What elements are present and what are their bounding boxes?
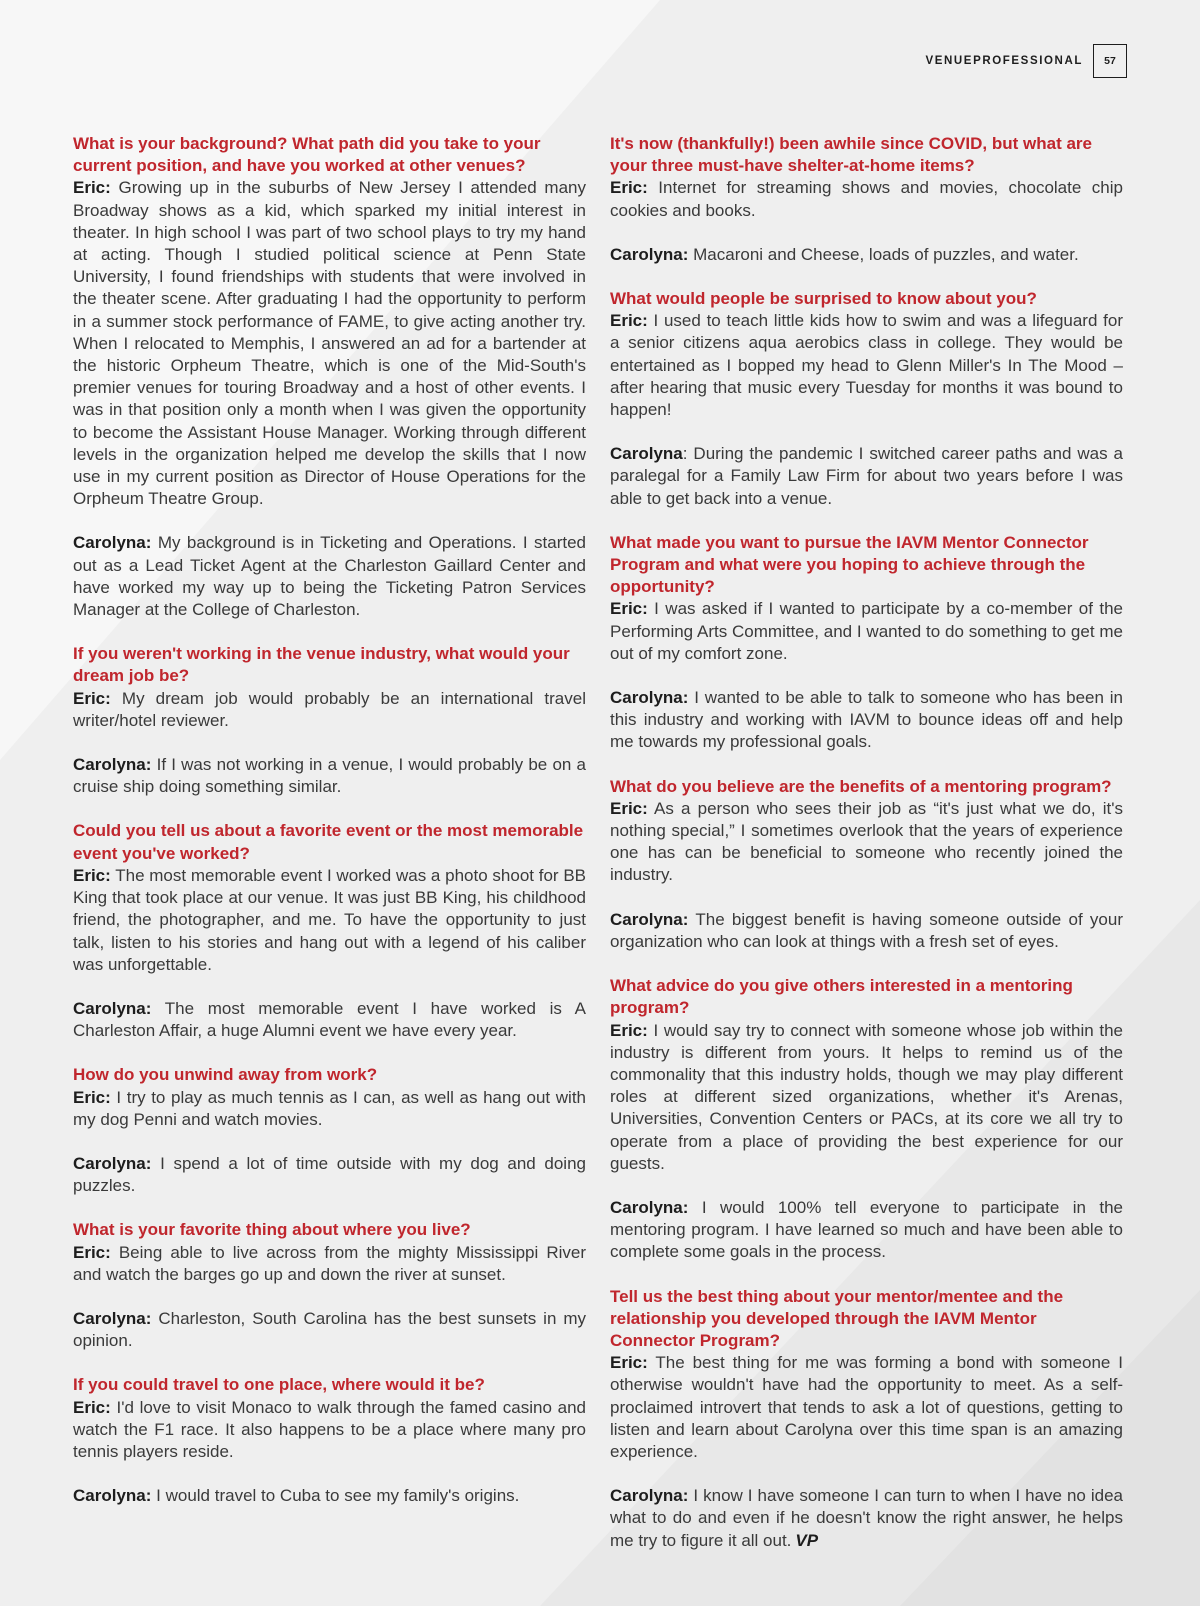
qa-block (73, 1064, 586, 1197)
question-heading: If you weren't working in the venue industry, what would your dream job be? (73, 644, 570, 686)
speaker-name: Eric: (610, 1020, 648, 1040)
question-heading: Tell us the best thing about your mentor/mentee and the relationship you developed through the IAVM Mentor Connector Program? (610, 1286, 1064, 1350)
speaker-name: Carolyna: (73, 998, 152, 1018)
question-heading: Could you tell us about a favorite event or the most memorable event you've worked? (73, 821, 584, 863)
speaker-name: Carolyna: (73, 1486, 152, 1506)
answer-text: I would 100% tell everyone to participate in the mentoring program. I have learned so much and have been able to complete some goals in the process. (610, 1197, 1123, 1262)
speaker-name: Eric: (73, 688, 111, 708)
speaker-name: Eric: (610, 311, 648, 331)
question-heading: What is your background? What path did you take to your current position, and have you worked at other venues? (73, 134, 541, 176)
answer-text: If I was not working in a venue, I would probably be on a cruise ship doing something similar. (73, 755, 586, 797)
answer-text: Charleston, South Carolina has the best sunsets in my opinion. (73, 1308, 586, 1351)
answer-text: Macaroni and Cheese, loads of puzzles, and water. (688, 244, 1079, 264)
answer-text: My background is in Ticketing and Operations. I started out as a Lead Ticket Agent at the Charleston Gaillard Center and have worked my way up to being the Ticketing Patron Services Manager at the College of Charleston. (73, 533, 586, 620)
answer-text: : During the pandemic I switched career paths and was a paralegal for a Family Law Firm for about two years before I was able to get back into a venue. (610, 444, 1123, 508)
answer-text: The most memorable event I have worked is A Charleston Affair, a huge Alumni event we have every year. (73, 998, 586, 1041)
answer-text: I wanted to be able to talk to someone who has been in this industry and working with IAVM to bounce ideas off and help me towards my professional goals. (610, 688, 1123, 752)
answer-paragraph (610, 1352, 1123, 1463)
answer-paragraph (73, 688, 586, 732)
question-heading: If you could travel to one place, where would it be? (73, 1375, 485, 1395)
vp-sign-off: VP (795, 1530, 819, 1550)
answer-paragraph (73, 865, 586, 976)
answer-text: The most memorable event I worked was a photo shoot for BB King that took place at our venue. It was just BB King, his childhood friend, the photographer, and me. To have the opportunity to just talk, listen to his stories and hang out with a legend of his caliber was unforgettable. (73, 865, 586, 974)
speaker-name: Carolyna: (610, 909, 689, 929)
answer-text: Internet for streaming shows and movies, chocolate chip cookies and books. (610, 178, 1123, 220)
qa-block (610, 133, 1123, 266)
speaker-name: Carolyna: (610, 1197, 689, 1217)
speaker-name: Eric: (73, 865, 111, 885)
running-header (925, 43, 1127, 79)
answer-text: I'd love to visit Monaco to walk through the famed casino and watch the F1 race. It also happens to be a place where many pro tennis players reside. (73, 1397, 586, 1461)
qa-block (610, 975, 1123, 1263)
answer-paragraph (73, 1397, 586, 1464)
speaker-name: Eric: (610, 1353, 648, 1373)
speaker-name: Carolyna: (610, 688, 689, 708)
speaker-name: Carolyna: (73, 1308, 152, 1328)
question-heading: It's now (thankfully!) been awhile since COVID, but what are your three must-have shelter-at-home items? (610, 134, 1093, 176)
brand-professional: PROFESSIONAL (973, 55, 1083, 67)
speaker-name: Carolyna: (73, 755, 152, 775)
qa-block (610, 288, 1123, 510)
speaker-name: Eric: (610, 798, 648, 818)
answer-text: My dream job would probably be an international travel writer/hotel reviewer. (73, 688, 586, 730)
qa-block (610, 776, 1123, 953)
answer-paragraph (610, 598, 1123, 665)
question-heading: What advice do you give others interested in a mentoring program? (610, 976, 1073, 1018)
question-heading: What would people be surprised to know about you? (610, 289, 1037, 309)
speaker-name: Eric: (610, 178, 648, 198)
answer-paragraph (73, 177, 586, 510)
answer-text: I would travel to Cuba to see my family's origins. (151, 1486, 520, 1506)
qa-block (73, 643, 586, 798)
speaker-name: Eric: (73, 178, 111, 198)
qa-block (73, 1374, 586, 1507)
answer-paragraph (610, 310, 1123, 421)
answer-text: I was asked if I wanted to participate by a co-member of the Performing Arts Committee, and I wanted to do something to get me out of my comfort zone. (610, 599, 1123, 663)
answer-paragraph (73, 1087, 586, 1131)
answer-text: I try to play as much tennis as I can, as well as hang out with my dog Penni and watch movies. (73, 1087, 586, 1129)
qa-block (73, 1219, 586, 1352)
speaker-name: Eric: (610, 599, 648, 619)
answer-paragraph (610, 1485, 1123, 1552)
speaker-name: Eric: (73, 1242, 111, 1262)
answer-paragraph (610, 177, 1123, 221)
answer-paragraph (610, 687, 1123, 754)
answer-paragraph (610, 798, 1123, 887)
question-heading: How do you unwind away from work? (73, 1065, 378, 1085)
answer-text: The biggest benefit is having someone outside of your organization who can look at things with a fresh set of eyes. (610, 909, 1123, 951)
speaker-name: Carolyna: (73, 533, 152, 553)
qa-block (610, 532, 1123, 754)
answer-text: I used to teach little kids how to swim and was a lifeguard for a senior citizens aqua aerobics class in college. They would be entertained as I bopped my head to Glenn Miller's In The Mood – after hearing that music every Tuesday for months it was bound to happen! (610, 311, 1123, 420)
answer-paragraph (73, 1153, 586, 1197)
answer-paragraph (73, 1485, 586, 1507)
answer-text: I would say try to connect with someone whose job within the industry is different from yours. It helps to remind us of the commonality that this industry holds, though we may play different roles at different sized organizations, whether it's Arenas, Universities, Convention Centers or PACs, at its core we all try to operate from a place of providing the best experience for our guests. (610, 1020, 1123, 1173)
right-column (610, 133, 1123, 1574)
page-number: 57 (1093, 44, 1127, 78)
answer-paragraph (73, 998, 586, 1042)
speaker-name: Carolyna (610, 444, 683, 464)
answer-paragraph (610, 1020, 1123, 1175)
speaker-name: Eric: (73, 1397, 111, 1417)
answer-text: I spend a lot of time outside with my dog and doing puzzles. (73, 1153, 586, 1196)
answer-paragraph (610, 909, 1123, 953)
qa-block (73, 820, 586, 1042)
question-heading: What do you believe are the benefits of a mentoring program? (610, 776, 1112, 796)
left-column (73, 133, 586, 1529)
speaker-name: Eric: (73, 1087, 111, 1107)
qa-block (610, 1286, 1123, 1552)
question-heading: What is your favorite thing about where you live? (73, 1220, 471, 1240)
speaker-name: Carolyna: (73, 1153, 152, 1173)
answer-paragraph (610, 443, 1123, 510)
speaker-name: Carolyna: (610, 1486, 689, 1506)
answer-text: Growing up in the suburbs of New Jersey I attended many Broadway shows as a kid, which sparked my initial interest in theater. In high school I was part of two school plays to try my hand at acting. Though I studied political science at Penn State University, I found friendships with students that were involved in the theater scene. After graduating I had the opportunity to perform in a summer stock performance of FAME, to give acting another try. When I relocated to Memphis, I answered an ad for a bartender at the historic Orpheum Theatre, which is one of the Mid-South's premier venues for touring Broadway and a host of other events. I was in that position only a month when I was given the opportunity to become the Assistant House Manager. Working through different levels in the organization helped me develop the skills that I now use in my current position as Director of House Operations for the Orpheum Theatre Group. (73, 178, 586, 509)
answer-paragraph (73, 754, 586, 798)
answer-text: As a person who sees their job as “it's just what we do, it's nothing special,” I sometimes overlook that the years of experience one has can be beneficial to someone who recently joined the industry. (610, 798, 1123, 885)
answer-text: I know I have someone I can turn to when I have no idea what to do and even if he doesn't know the right answer, he helps me try to figure it all out. (610, 1486, 1123, 1550)
answer-text: The best thing for me was forming a bond with someone I otherwise wouldn't have had the opportunity to meet. As a self-proclaimed introvert that tends to ask a lot of questions, getting to listen and learn about Carolyna over this time span is an amazing experience. (610, 1353, 1123, 1461)
magazine-brand (925, 55, 1083, 67)
answer-text: Being able to live across from the mighty Mississippi River and watch the barges go up and down the river at sunset. (73, 1242, 586, 1284)
answer-paragraph (610, 1197, 1123, 1264)
qa-block (73, 133, 586, 621)
answer-paragraph (73, 1308, 586, 1352)
speaker-name: Carolyna: (610, 244, 689, 264)
answer-paragraph (73, 1242, 586, 1286)
brand-venue: VENUE (925, 55, 974, 67)
answer-paragraph (73, 532, 586, 621)
question-heading: What made you want to pursue the IAVM Mentor Connector Program and what were you hoping to achieve through the opportunity? (610, 532, 1089, 597)
answer-paragraph (610, 244, 1123, 266)
